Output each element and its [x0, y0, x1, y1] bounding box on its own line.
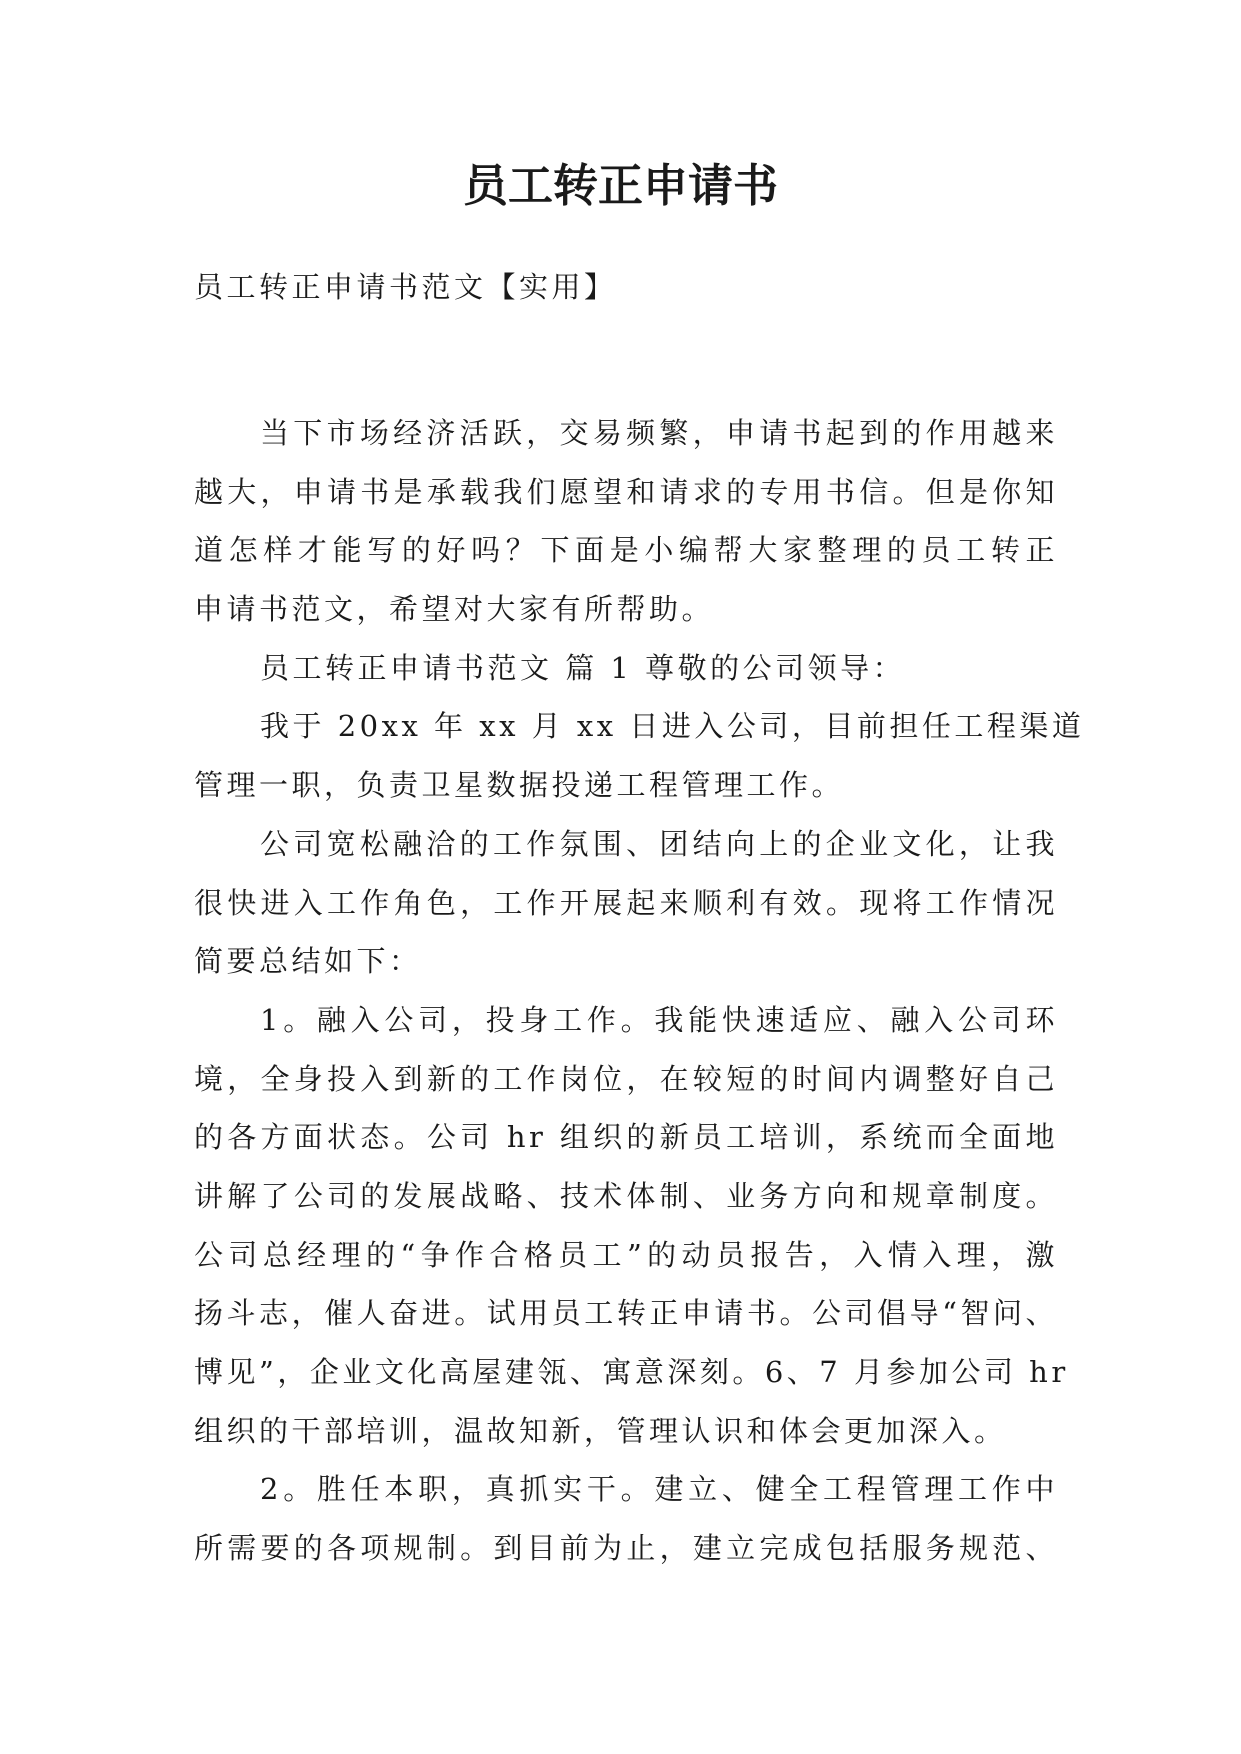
paragraph-entry-date: [194, 697, 1085, 814]
document-title: 员工转正申请书: [462, 159, 778, 212]
paragraph-intro: [194, 404, 1058, 639]
text-line: 境，全身投入到新的工作岗位，在较短的时间内调整好自己: [194, 1061, 1058, 1096]
text-line: 当下市场经济活跃，交易频繁，申请书起到的作用越来: [260, 416, 1058, 450]
text-line: 公司总经理的“争作合格员工”的动员报告，入情入理，激: [194, 1237, 1058, 1272]
document-body: [194, 404, 1085, 1578]
text-line: 申请书范文，希望对大家有所帮助。: [194, 592, 715, 627]
text-line: 我于 20xx 年 xx 月 xx 日进入公司，目前担任工程渠道: [260, 709, 1085, 744]
text-line: 越大，申请书是承载我们愿望和请求的专用书信。但是你知: [194, 474, 1058, 509]
text-line: 很快进入工作角色，工作开展起来顺利有效。现将工作情况: [194, 885, 1058, 920]
text-line: 简要总结如下：: [194, 944, 422, 979]
text-line: 管理一职，负责卫星数据投递工程管理工作。: [194, 768, 845, 803]
text-line: 的各方面状态。公司 hr 组织的新员工培训，系统而全面地: [194, 1120, 1058, 1155]
text-line: 扬斗志，催人奋进。试用员工转正申请书。公司倡导“智问、: [194, 1296, 1058, 1331]
text-line: 讲解了公司的发展战略、技术体制、业务方向和规章制度。: [194, 1178, 1058, 1213]
paragraph-item-1: [194, 991, 1069, 1461]
document-subtitle: 员工转正申请书范文【实用】: [194, 270, 617, 304]
text-line: 员工转正申请书范文 篇 1 尊敬的公司领导：: [260, 650, 906, 685]
paragraph-heading-salutation: [194, 639, 1058, 698]
text-line: 所需要的各项规制。到目前为止，建立完成包括服务规范、: [194, 1531, 1058, 1566]
text-line: 2。胜任本职，真抓实干。建立、健全工程管理工作中: [260, 1472, 1058, 1507]
paragraph-work-atmosphere: [194, 815, 1058, 991]
text-line: 道怎样才能写的好吗？下面是小编帮大家整理的员工转正: [194, 533, 1058, 568]
paragraph-item-2: [194, 1460, 1058, 1577]
text-line: 组织的干部培训，温故知新，管理认识和体会更加深入。: [194, 1413, 1007, 1448]
text-line: 公司宽松融洽的工作氛围、团结向上的企业文化，让我: [260, 826, 1058, 861]
text-line: 博见”，企业文化高屋建瓴、寓意深刻。6、7 月参加公司 hr: [194, 1355, 1069, 1389]
text-line: 1。融入公司，投身工作。我能快速适应、融入公司环: [260, 1002, 1058, 1037]
